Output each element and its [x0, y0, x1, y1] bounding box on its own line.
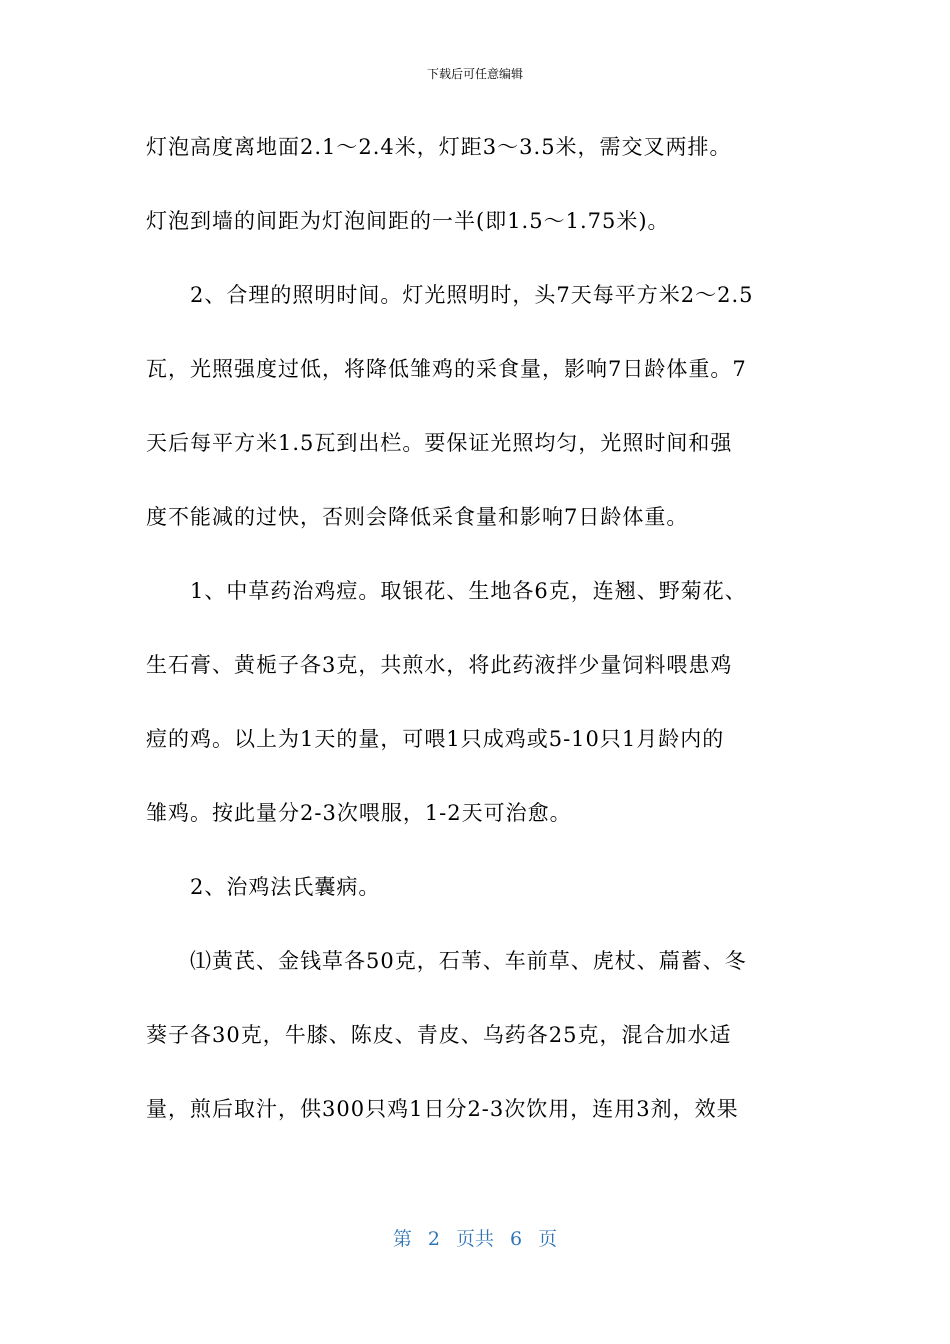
paragraph-line: 灯泡到墙的间距为灯泡间距的一半(即1.5～1.75米)。 — [146, 209, 670, 233]
paragraph-line: 2、治鸡法氏囊病。 — [190, 875, 381, 899]
page-number-footer — [0, 1226, 950, 1252]
paragraph-line: 灯泡高度离地面2.1～2.4米，灯距3～3.5米，需交叉两排。 — [146, 135, 732, 159]
paragraph-line: 痘的鸡。以上为1天的量，可喂1只成鸡或5-10只1月龄内的 — [146, 727, 725, 751]
page-label-mid: 页共 — [455, 1228, 494, 1250]
paragraph-line: 1、中草药治鸡痘。取银花、生地各6克，连翘、野菊花、 — [190, 579, 747, 603]
paragraph-line: ⑴黄芪、金钱草各50克，石苇、车前草、虎杖、萹蓄、冬 — [190, 949, 747, 973]
page-label-suffix: 页 — [538, 1228, 558, 1250]
paragraph-line: 量，煎后取汁，供300只鸡1日分2-3次饮用，连用3剂，效果 — [146, 1097, 739, 1121]
paragraph-line: 2、合理的照明时间。灯光照明时，头7天每平方米2～2.5 — [190, 283, 754, 307]
paragraph-line: 瓦，光照强度过低，将降低雏鸡的采食量，影响7日龄体重。7 — [146, 357, 747, 381]
paragraph-line: 生石膏、黄栀子各3克，共煎水，将此药液拌少量饲料喂患鸡 — [146, 653, 733, 677]
paragraph-line: 度不能减的过快，否则会降低采食量和影响7日龄体重。 — [146, 505, 689, 529]
page-header-note: 下载后可任意编辑 — [426, 67, 523, 81]
page-label-prefix: 第 — [392, 1228, 412, 1250]
paragraph-line: 雏鸡。按此量分2-3次喂服，1-2天可治愈。 — [146, 801, 572, 825]
paragraph-line: 天后每平方米1.5瓦到出栏。要保证光照均匀，光照时间和强 — [146, 431, 733, 455]
page-current-number: 2 — [427, 1228, 440, 1250]
document-body — [146, 110, 816, 1146]
paragraph-line: 葵子各30克，牛膝、陈皮、青皮、乌药各25克，混合加水适 — [146, 1023, 732, 1047]
page-total-number: 6 — [510, 1228, 523, 1250]
